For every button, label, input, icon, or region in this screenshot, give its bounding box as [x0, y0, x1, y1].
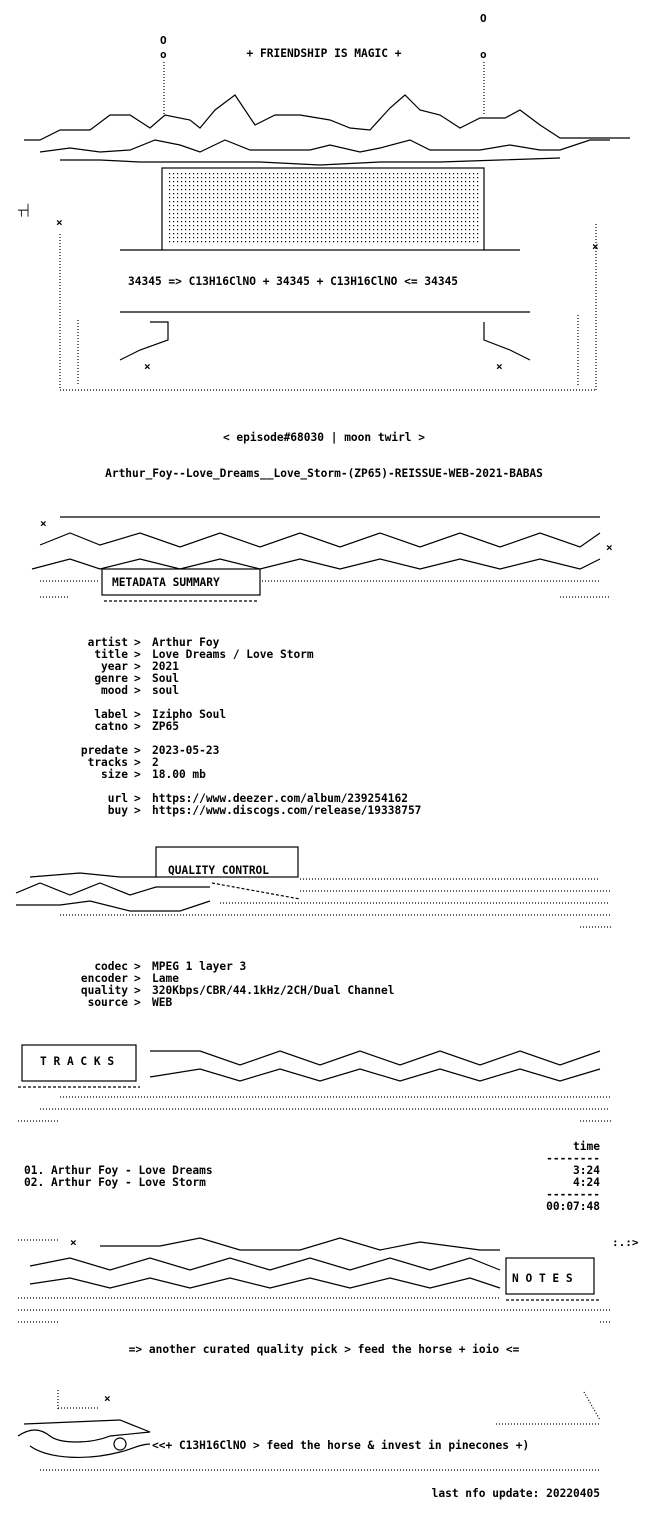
footer-update-line: last nfo update: 20220405	[431, 1487, 600, 1500]
footer-horse-art	[0, 1384, 648, 1484]
svg-text:×: ×	[496, 360, 503, 373]
metadata-row-title	[0, 648, 648, 660]
metadata-row-catno	[0, 720, 648, 732]
metadata-key: buy	[107, 804, 128, 817]
track-time: 4:24	[573, 1176, 600, 1189]
metadata-value: soul	[152, 684, 179, 697]
metadata-key: label	[94, 708, 128, 721]
section-title-metadata: METADATA SUMMARY	[112, 576, 220, 589]
notes-line: => another curated quality pick > feed the horse + ioio <=	[128, 1343, 520, 1356]
metadata-separator: >	[134, 744, 141, 757]
metadata-row-genre	[0, 672, 648, 684]
metadata-header-art	[0, 505, 648, 610]
metadata-value: 18.00 mb	[152, 768, 206, 781]
section-title-notes: N O T E S	[512, 1272, 573, 1285]
metadata-key: predate	[80, 744, 128, 757]
metadata-key: year	[101, 660, 128, 673]
svg-text:×: ×	[592, 240, 599, 253]
quality-key: encoder	[80, 972, 128, 985]
metadata-value: 2021	[152, 660, 179, 673]
metadata-key: mood	[101, 684, 128, 697]
metadata-row-label	[0, 708, 648, 720]
metadata-row-tracks	[0, 756, 648, 768]
quality-row-quality	[0, 984, 648, 996]
footer-horse-line: <<+ C13H16ClNO > feed the horse & invest in pinecones +)	[152, 1439, 530, 1452]
metadata-separator: >	[134, 792, 141, 805]
metadata-row-url	[0, 792, 648, 804]
metadata-key: url	[107, 792, 128, 805]
metadata-value: Arthur Foy	[152, 636, 220, 649]
quality-value: Lame	[152, 972, 179, 985]
metadata-value: 2	[152, 756, 159, 769]
metadata-key: genre	[94, 672, 128, 685]
svg-text:O: O	[160, 34, 167, 47]
banner-formula: 34345 => C13H16ClNO + 34345 + C13H16ClNO <= 34345	[128, 275, 459, 288]
metadata-key: tracks	[87, 756, 128, 769]
metadata-separator: >	[134, 756, 141, 769]
quality-row-source	[0, 996, 648, 1008]
metadata-value: Soul	[152, 672, 179, 685]
metadata-separator: >	[134, 804, 141, 817]
metadata-separator: >	[134, 768, 141, 781]
banner-ascii-art	[0, 0, 648, 400]
quality-separator: >	[134, 960, 141, 973]
quality-key: codec	[94, 960, 128, 973]
quality-key: source	[87, 996, 128, 1009]
svg-text:×: ×	[144, 360, 151, 373]
episode-line: < episode#68030 | moon twirl >	[222, 431, 426, 444]
metadata-separator: >	[134, 672, 141, 685]
metadata-separator: >	[134, 636, 141, 649]
metadata-value[interactable]: https://www.deezer.com/album/239254162	[152, 792, 408, 805]
quality-value: MPEG 1 layer 3	[152, 960, 247, 973]
svg-text:┬┤: ┬┤	[18, 204, 32, 217]
metadata-row-predate	[0, 744, 648, 756]
svg-text::.:>: :.:>	[612, 1236, 639, 1249]
quality-separator: >	[134, 984, 141, 997]
svg-text:×: ×	[70, 1236, 77, 1249]
track-row	[0, 1176, 648, 1188]
tracks-time-header: time	[573, 1140, 600, 1153]
tracks-total-time: 00:07:48	[546, 1200, 600, 1213]
metadata-value: 2023-05-23	[152, 744, 220, 757]
release-name: Arthur_Foy--Love_Dreams__Love_Storm-(ZP65)-REISSUE-WEB-2021-BABAS	[105, 467, 543, 480]
svg-text:o: o	[160, 48, 167, 61]
svg-text:×: ×	[606, 541, 613, 554]
tracks-rule-bottom: --------	[546, 1188, 600, 1201]
metadata-key: size	[101, 768, 128, 781]
metadata-value: Love Dreams / Love Storm	[152, 648, 314, 661]
section-title-tracks: T R A C K S	[40, 1055, 115, 1068]
svg-text:O: O	[480, 12, 487, 25]
quality-value: 320Kbps/CBR/44.1kHz/2CH/Dual Channel	[152, 984, 395, 997]
banner-top-text: + FRIENDSHIP IS MAGIC +	[246, 47, 402, 60]
metadata-value[interactable]: https://www.discogs.com/release/19338757	[152, 804, 422, 817]
section-title-quality: QUALITY CONTROL	[168, 864, 270, 877]
svg-text:o: o	[480, 48, 487, 61]
quality-row-encoder	[0, 972, 648, 984]
metadata-row-artist	[0, 636, 648, 648]
metadata-separator: >	[134, 720, 141, 733]
quality-separator: >	[134, 996, 141, 1009]
metadata-key: artist	[87, 636, 128, 649]
metadata-row-mood	[0, 684, 648, 696]
tracks-header-art	[0, 1035, 648, 1130]
metadata-separator: >	[134, 708, 141, 721]
track-label: 02. Arthur Foy - Love Storm	[24, 1176, 206, 1189]
metadata-separator: >	[134, 660, 141, 673]
track-label: 01. Arthur Foy - Love Dreams	[24, 1164, 213, 1177]
metadata-separator: >	[134, 684, 141, 697]
metadata-row-buy	[0, 804, 648, 816]
svg-text:×: ×	[40, 517, 47, 530]
track-row	[0, 1164, 648, 1176]
track-time: 3:24	[573, 1164, 600, 1177]
quality-key: quality	[80, 984, 128, 997]
metadata-key: catno	[94, 720, 128, 733]
svg-text:×: ×	[104, 1392, 111, 1405]
metadata-row-size	[0, 768, 648, 780]
metadata-separator: >	[134, 648, 141, 661]
quality-value: WEB	[152, 996, 173, 1009]
metadata-row-year	[0, 660, 648, 672]
svg-text:×: ×	[56, 216, 63, 229]
metadata-key: title	[94, 648, 128, 661]
quality-row-codec	[0, 960, 648, 972]
metadata-value: ZP65	[152, 720, 179, 733]
metadata-value: Izipho Soul	[152, 708, 227, 721]
quality-separator: >	[134, 972, 141, 985]
quality-header-art	[0, 843, 648, 938]
tracks-rule-top: --------	[546, 1152, 600, 1165]
